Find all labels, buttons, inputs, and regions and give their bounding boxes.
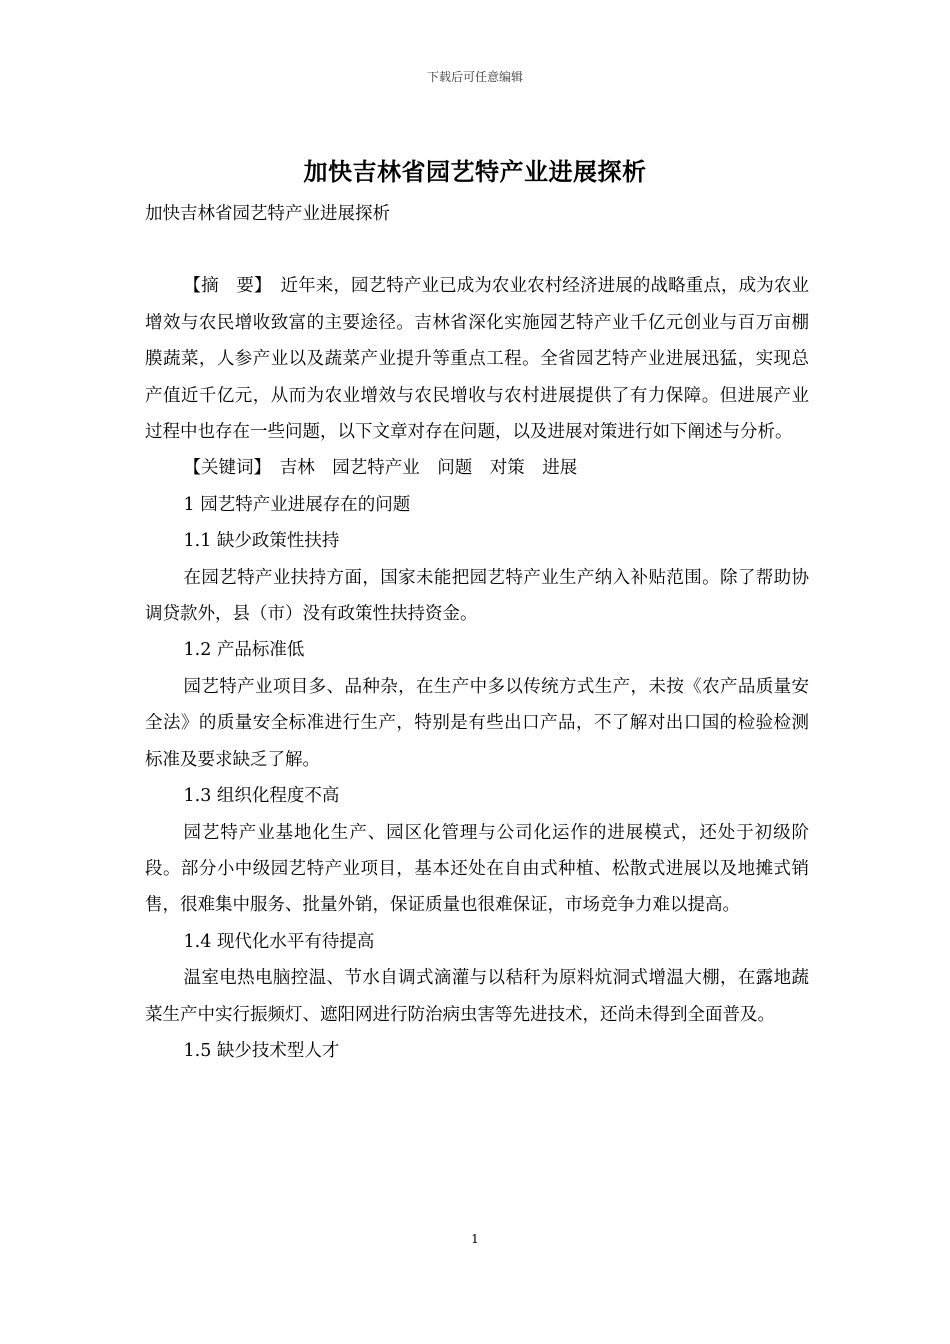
subsection-heading-1-4: 1.4 现代化水平有待提高	[183, 931, 375, 952]
subsection-heading-1-5: 1.5 缺少技术型人才	[183, 1040, 340, 1061]
abstract-paragraph: 【摘 要】 近年来，园艺特产业已成为农业农村经济进展的战略重点，成为农业增效与农民增收致富的主要途径。吉林省深化实施园艺特产业千亿元创业与百万亩棚膜蔬菜，人参产业以及蔬菜产业提升等重点工程。全省园艺特产业进展迅猛，实现总产值近千亿元，从而为农业增效与农民增收与农村进展提供了有力保障。但进展产业过程中也存在一些问题，以下文章对存在问题，以及进展对策进行如下阐述与分析。	[145, 276, 809, 443]
subsection-text-1-1: 在园艺特产业扶持方面，国家未能把园艺特产业生产纳入补贴范围。除了帮助协调贷款外，县（市）没有政策性扶持资金。	[145, 567, 809, 625]
document-title: 加快吉林省园艺特产业进展探析	[303, 158, 647, 186]
subsection-text-1-2: 园艺特产业项目多、品种杂，在生产中多以传统方式生产，未按《农产品质量安全法》的质量安全标准进行生产，特别是有些出口产品，不了解对出口国的检验检测标准及要求缺乏了解。	[145, 676, 809, 770]
keywords-paragraph: 【关键词】 吉林 园艺特产业 问题 对策 进展	[183, 458, 578, 479]
subsection-heading-1-3: 1.3 组织化程度不高	[183, 786, 340, 807]
section-heading-1: 1 园艺特产业进展存在的问题	[183, 494, 411, 515]
subsection-heading-1-1: 1.1 缺少政策性扶持	[183, 531, 340, 552]
header-note: 下载后可任意编辑	[426, 70, 523, 84]
document-subtitle: 加快吉林省园艺特产业进展探析	[145, 204, 390, 224]
subsection-text-1-4: 温室电热电脑控温、节水自调式滴灌与以秸秆为原料炕洞式增温大棚，在露地蔬菜生产中实行振频灯、遮阳网进行防治病虫害等先进技术，还尚未得到全面普及。	[145, 968, 809, 1025]
subsection-heading-1-2: 1.2 产品标准低	[183, 640, 305, 661]
document-body	[145, 196, 809, 1069]
subsection-text-1-3: 园艺特产业基地化生产、园区化管理与公司化运作的进展模式，还处于初级阶段。部分小中级园艺特产业项目，基本还处在自由式种植、松散式进展以及地摊式销售，很难集中服务、批量外销，保证质量也很难保证，市场竞争力难以提高。	[145, 822, 809, 916]
page-number: 1	[471, 1232, 479, 1246]
